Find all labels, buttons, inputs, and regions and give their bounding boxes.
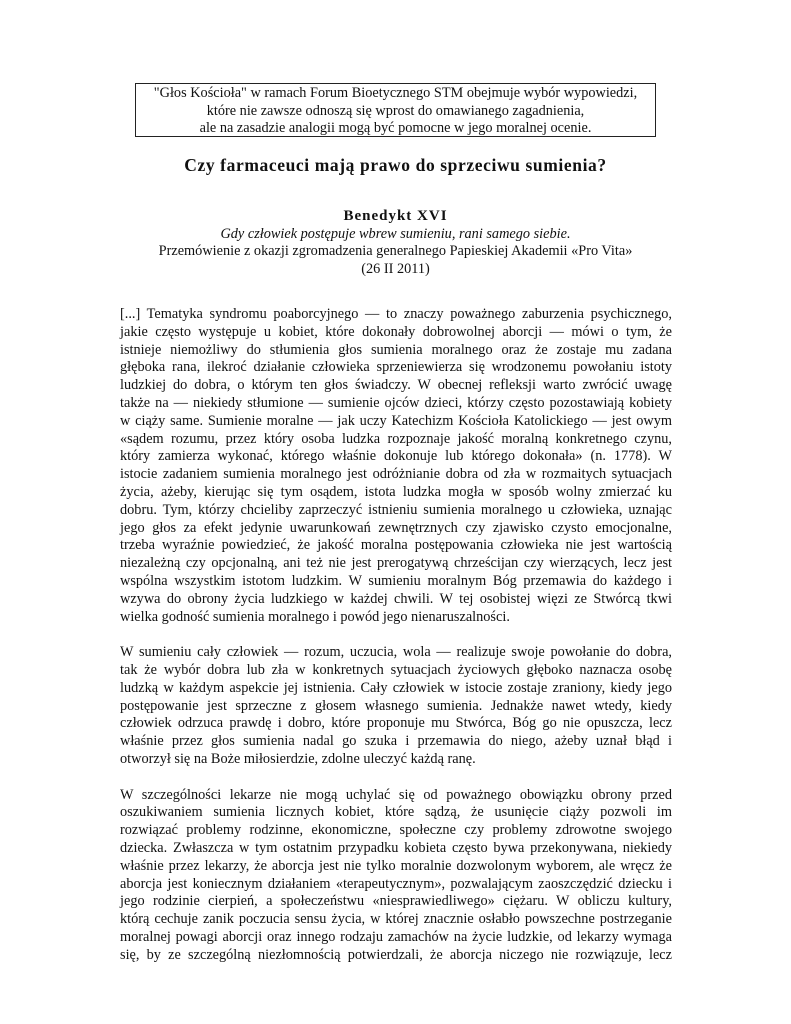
text-line: jego głos za efekt jedynie uwarunkowań zewnętrznych czy zjawisko czysto emocjonalne, [120, 519, 672, 536]
text-line: postępowanie jest sprzeczne z głosem własnego sumienia. Jednakże nawet wtedy, kiedy [120, 697, 672, 714]
text-line: ludzką w każdym aspekcie jej istnienia. Cały człowiek w istocie zostaje zraniony, kiedy jego [120, 679, 672, 696]
text-line: trzeba wyraźnie powiedzieć, że jakość moralna postępowania człowieka nie jest wartością [120, 537, 672, 554]
article-header [0, 208, 791, 278]
notice-line: "Głos Kościoła" w ramach Forum Bioetycznego STM obejmuje wybór wypowiedzi, [153, 85, 638, 101]
text-line: właśnie przez lekarzy, że aborcja jest nie tylko moralnie dozwolonym wyborem, ale wręcz że [120, 857, 672, 874]
text-line: oszukiwaniem sumienia licznych kobiet, które sądzą, że usunięcie ciąży pozwoli im [120, 804, 672, 821]
text-line: wzywa do obrony życia ludzkiego w każdej chwili. W tej osobistej więzi ze Stwórcą tkwi [120, 590, 672, 607]
text-line: rozwiązać problemy rodzinne, ekonomiczne, społeczne czy problemy zdrowotne swojego [120, 822, 672, 839]
text-line: niezależną czy opcjonalną, ani też nie jest prerogatywą chrześcijan czy wierzących, lecz jest [120, 555, 672, 572]
text-line: jego rodzinie cierpień, a społeczeństwu «niesprawiedliwego» ciężaru. W obliczu kultury, [120, 893, 672, 910]
text-line: wspólna wszystkim istotom ludzkim. W sumieniu moralnym Bóg przemawia do każdego i [120, 572, 672, 589]
text-line: W szczególności lekarze nie mogą uchylać się od poważnego obowiązku obrony przed [120, 786, 672, 803]
text-line: który zamierza wykonać, którego właśnie dokonuje lub którego dokonała» (n. 1778). W [120, 448, 672, 465]
text-line: dobru. Tym, którzy chcieliby zaprzeczyć istnieniu sumienia moralnego u człowieka, uznając [120, 501, 672, 518]
paragraph [120, 644, 672, 769]
notice-box [135, 83, 656, 137]
text-line: się, by ze szczególną niezłomnością potwierdzali, że aborcja niczego nie rozwiązuje, lecz [120, 946, 672, 963]
text-line: tak że wybór dobra lub zła w konkretnych sytuacjach życiowych głęboko naznacza osobę [120, 661, 672, 678]
text-line: w ciąży same. Sumienie moralne — jak uczy Katechizm Kościoła Katolickiego — jest owym [120, 412, 672, 429]
text-line: którą cechuje zanik poczucia sensu życia, w której znacznie osłabło powszechne postrzeganie [120, 911, 672, 928]
text-line: jakie często występuje u kobiet, które dokonały dobrowolnej aborcji — mówi o tym, że [120, 323, 672, 340]
text-line: otworzył się na Boże miłosierdzie, zdolne uleczyć każdą ranę. [120, 750, 476, 767]
article-subtitle: Gdy człowiek postępuje wbrew sumieniu, rani samego siebie. [220, 225, 571, 242]
notice-line: które nie zawsze odnoszą się wprost do omawianego zagadnienia, [206, 102, 585, 119]
text-line: moralnej powagi aborcji oraz innego rodzaju zamachów na życie ludzkie, od lekarzy wymaga [120, 928, 672, 945]
text-line: także na — niekiedy stłumione — sumienie ojców dzieci, którzy często pozostawiają kobiety [120, 394, 672, 411]
paragraph [120, 787, 672, 965]
text-line: istnieje niemożliwy do stłumienia głos sumienia moralnego oraz że zostaje mu zadana [120, 341, 672, 358]
text-line: życia, ażeby, kierując się tym osądem, istota ludzka mogła w sposób wolny zmierzać ku [120, 483, 672, 500]
text-line: głęboka rana, ilekroć działanie człowieka sprzeniewierza się wrodzonemu powołaniu istoty [120, 359, 672, 376]
notice-line: ale na zasadzie analogii mogą być pomocne w jego moralnej ocenie. [199, 120, 592, 136]
text-line: istocie zadaniem sumienia moralnego jest odróżnianie dobra od zła w rozmaitych sytuacjach [120, 466, 672, 483]
text-line: aborcja jest koniecznym działaniem «terapeutycznym», pozwalającym zaoszczędzić dziecku i [120, 875, 672, 892]
text-line: W sumieniu cały człowiek — rozum, uczucia, wola — realizuje swoje powołanie do dobra, [120, 644, 672, 661]
document-title: Czy farmaceuci mają prawo do sprzeciwu sumienia? [184, 155, 607, 175]
text-line: człowiek odrzuca prawdę i dobro, które proponuje mu Stwórca, Bóg go nie opuszcza, lecz [120, 715, 672, 732]
paragraph [120, 306, 672, 626]
text-line: właśnie przez głos sumienia nadal go szuka i przemawia do niego, ażeby uznał błąd i [120, 733, 672, 750]
text-line: wielka godność sumienia moralnego i powód jego nienaruszalności. [120, 608, 510, 625]
text-line: dziecka. Zwłaszcza w tym ostatnim przypadku kobieta często bywa przekonywana, niekiedy [120, 839, 672, 856]
article-body [120, 306, 672, 982]
author-name: Benedykt XVI [343, 208, 448, 224]
text-line: «sądem rozumu, przez który osoba ludzka rozpoznaje jakość moralną konkretnego czynu, [120, 430, 672, 447]
text-line: [...] Tematyka syndromu poaborcyjnego — to znaczy poważnego zaburzenia psychicznego, [120, 306, 672, 322]
occasion-line: Przemówienie z okazji zgromadzenia generalnego Papieskiej Akademii «Pro Vita» [158, 243, 633, 259]
date-line: (26 II 2011) [361, 260, 430, 277]
text-line: ludzkiej do dobra, o którym ten głos świadczy. W obecnej refleksji warto zwrócić uwagę [120, 377, 672, 394]
